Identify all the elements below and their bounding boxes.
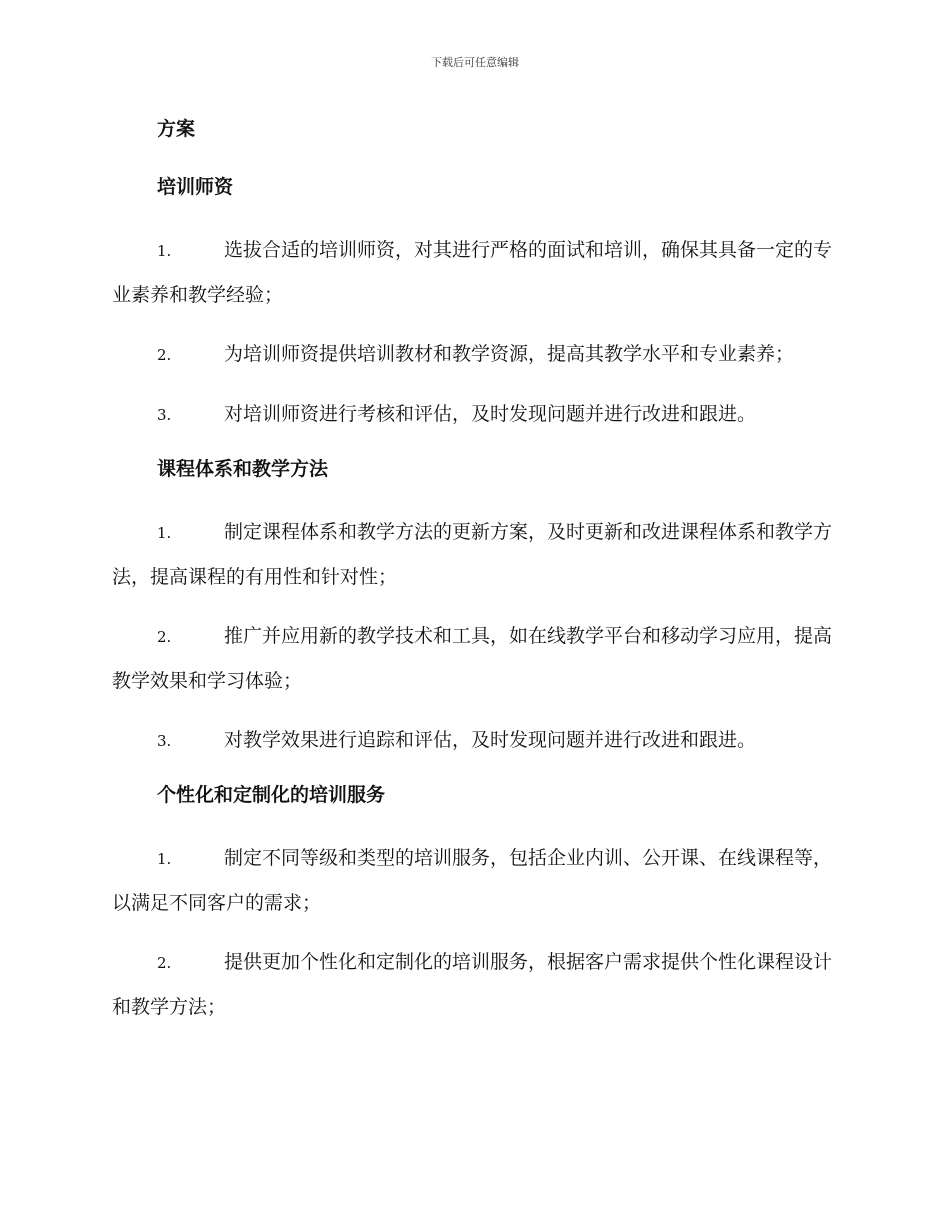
item-text: 选拔合适的培训师资，对其进行严格的面试和培训，确保其具备一定的专业素养和教学经验； (112, 239, 833, 306)
item-text: 为培训师资提供培训教材和教学资源，提高其教学水平和专业素养； (224, 343, 795, 365)
item-text: 推广并应用新的教学技术和工具，如在线教学平台和移动学习应用，提高教学效果和学习体验； (112, 625, 833, 692)
document-title: 方案 (157, 118, 196, 140)
page-header: 下载后可任意编辑 (431, 56, 519, 69)
section-heading: 课程体系和教学方法 (157, 458, 329, 480)
section-curriculum (112, 452, 837, 763)
item-number: 2. (157, 346, 172, 364)
item-number: 3. (157, 406, 172, 424)
list-item (112, 940, 837, 1029)
item-number: 1. (157, 850, 172, 868)
item-number: 2. (157, 954, 172, 972)
item-text: 制定不同等级和类型的培训服务，包括企业内训、公开课、在线课程等，以满足不同客户的需求； (112, 847, 833, 914)
item-number: 3. (157, 732, 172, 750)
section-heading: 培训师资 (157, 176, 234, 198)
item-number: 1. (157, 524, 172, 542)
list-item (112, 614, 837, 703)
list-item (112, 718, 837, 763)
item-text: 提供更加个性化和定制化的培训服务，根据客户需求提供个性化课程设计和教学方法； (112, 951, 833, 1018)
list-item (112, 510, 837, 599)
section-custom-services (112, 778, 837, 1029)
document-body (112, 112, 837, 1044)
list-item (112, 392, 837, 437)
list-item (112, 332, 837, 377)
item-number: 2. (157, 628, 172, 646)
item-text: 对培训师资进行考核和评估，及时发现问题并进行改进和跟进。 (224, 403, 757, 425)
list-item (112, 228, 837, 317)
section-teachers (112, 170, 837, 437)
list-item (112, 836, 837, 925)
item-number: 1. (157, 242, 172, 260)
item-text: 对教学效果进行追踪和评估，及时发现问题并进行改进和跟进。 (224, 729, 757, 751)
section-heading: 个性化和定制化的培训服务 (157, 784, 386, 806)
item-text: 制定课程体系和教学方法的更新方案，及时更新和改进课程体系和教学方法，提高课程的有用性和针对性； (112, 521, 833, 588)
